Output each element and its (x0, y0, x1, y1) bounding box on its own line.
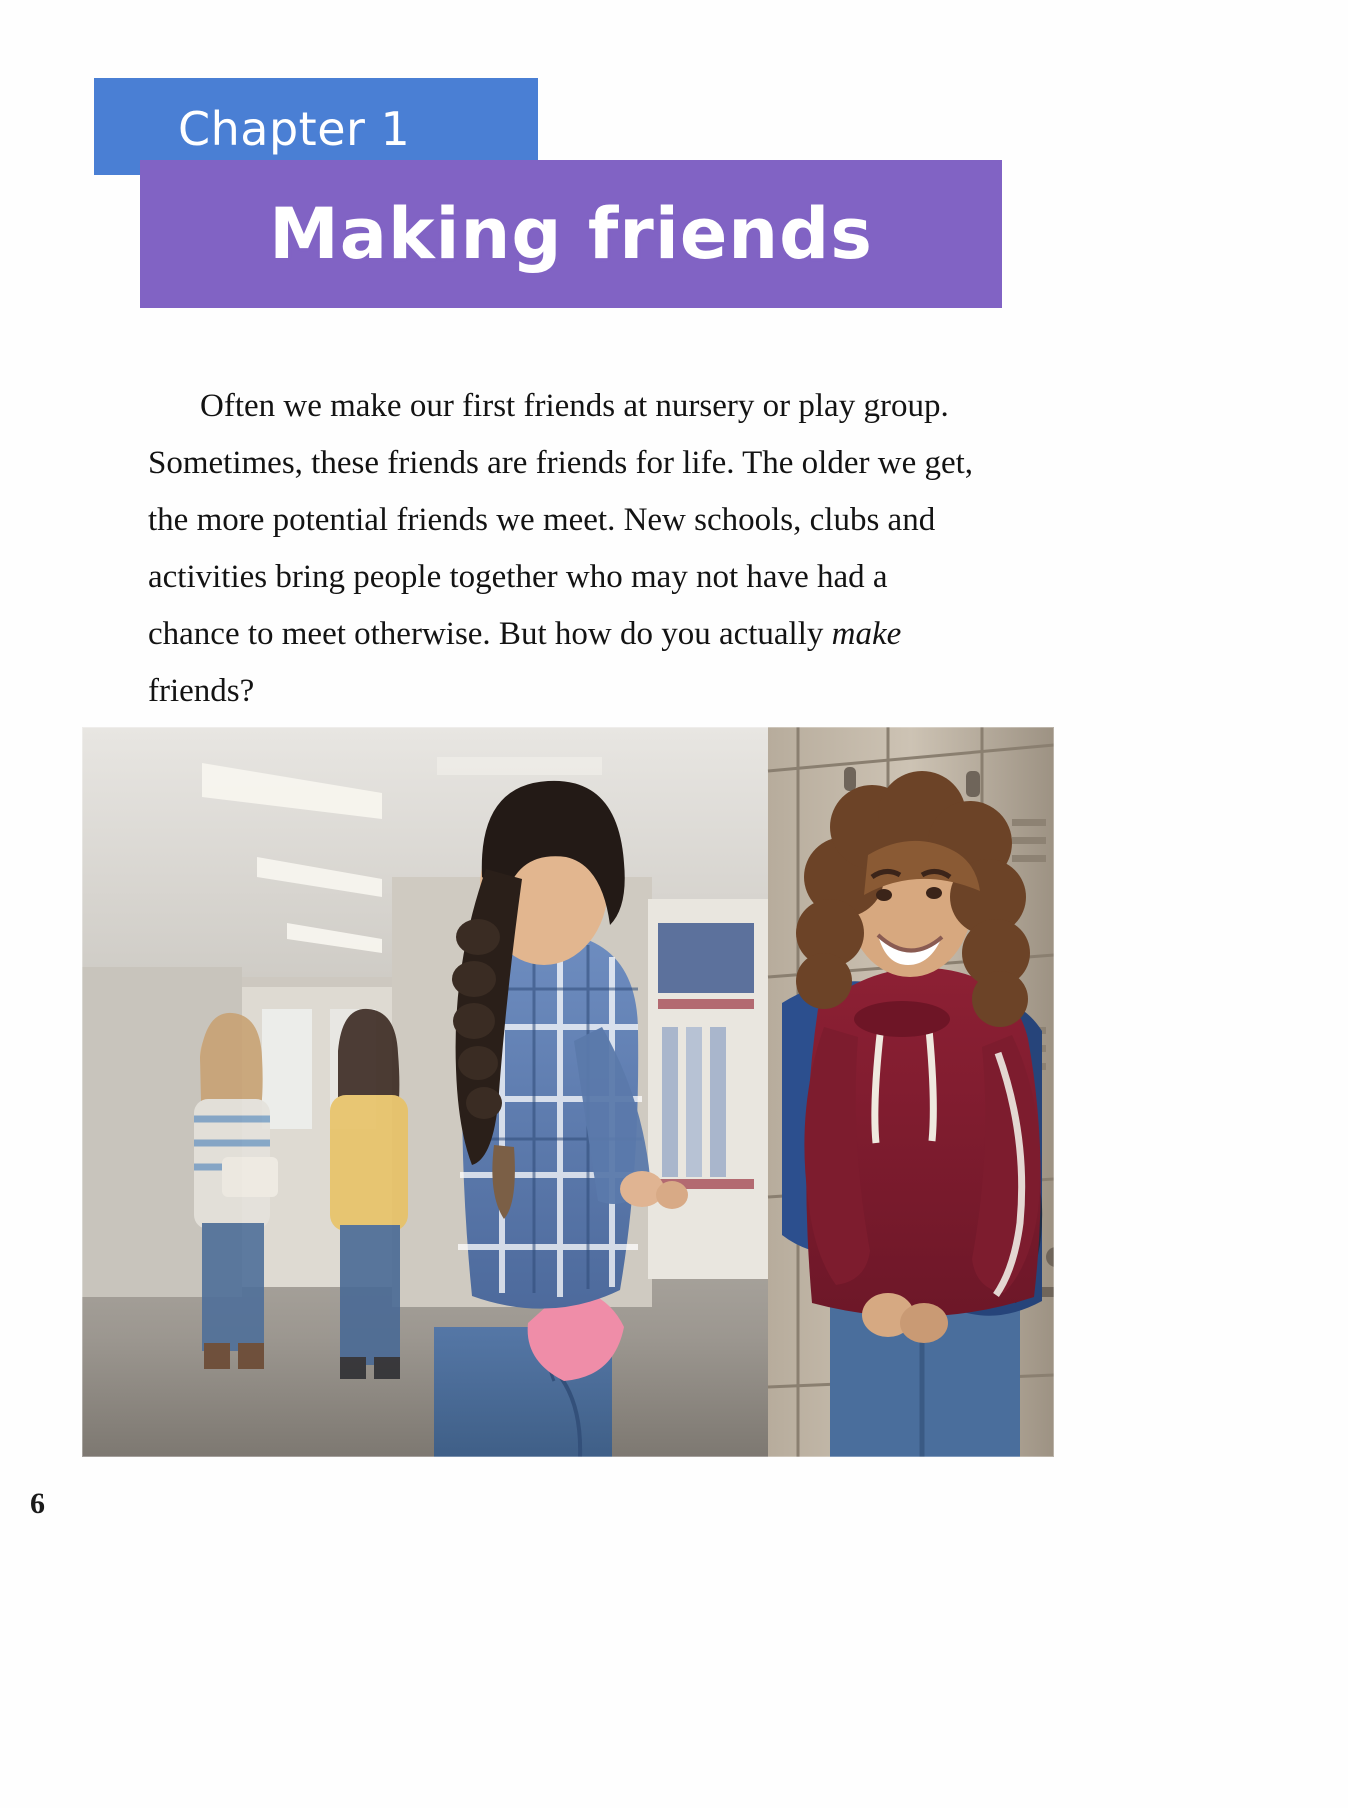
page-title: Making friends (269, 193, 873, 275)
body-text-emphasis: make (831, 616, 902, 652)
body-text-before-emphasis: Often we make our first friends at nursery or play group. Sometimes, these friends are friends for life. The older we get, the more potential friends we meet. New schools, clubs and activities bring people together who may not have had a chance to meet otherwise. But how do you actually (148, 388, 974, 652)
chapter-photo (82, 727, 1054, 1457)
body-text-after-emphasis: friends? (148, 673, 255, 709)
body-paragraph (148, 378, 978, 720)
chapter-label: Chapter 1 (178, 102, 411, 156)
chapter-title-band (140, 160, 1002, 308)
page-number: 6 (30, 1487, 45, 1520)
